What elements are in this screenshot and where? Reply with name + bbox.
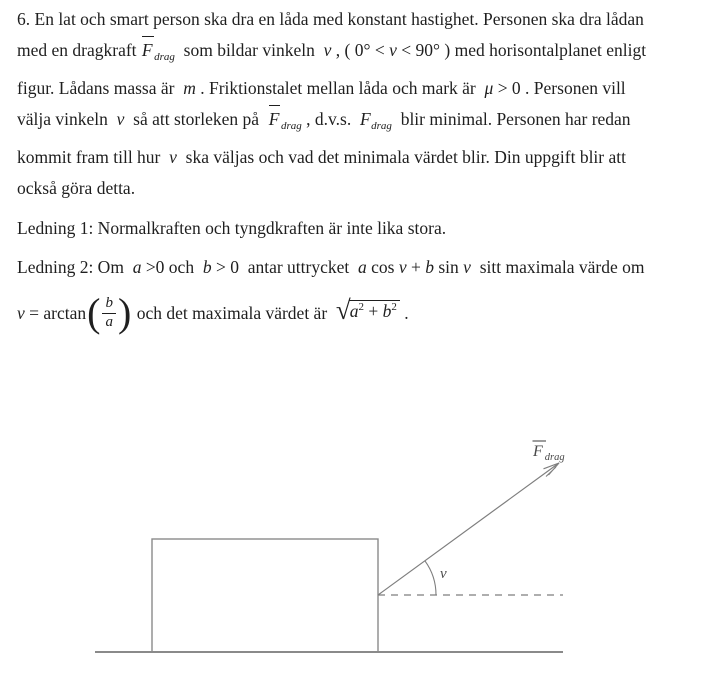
text-segment: Ledning 2: Om [17,257,133,277]
scalar-F-drag [359,109,392,132]
text-segment: , ( 0° < [331,40,390,60]
text-segment: också göra detta. [17,178,136,198]
text-segment: ska väljas och vad det minimala värdet blir. Din uppgift blir att [176,147,626,167]
force-label-sub: drag [544,452,565,463]
radicand [349,300,400,323]
vector-base: F [268,104,281,135]
text-segment: så att storleken på [124,109,268,129]
overbar [269,105,281,106]
variable: μ [484,78,494,98]
variable: a [132,257,142,277]
text-segment: + [363,300,383,321]
text-segment: . Friktionstalet mellan låda och mark är [195,78,485,98]
angle-arc [425,561,436,595]
text-segment: , d.v.s. [301,109,360,129]
big-paren: ) [117,290,132,335]
text-segment: cos [366,257,399,277]
vector-F-drag [141,35,175,73]
big-paren: ( [87,290,101,335]
square-root [335,294,400,327]
text-segment: = arctan [24,302,87,323]
text-segment: > 0 antar uttrycket [211,257,358,277]
variable: v [17,302,25,323]
text-segment: välja vinkeln [17,109,117,129]
variable: a [349,300,359,321]
text-segment: med en dragkraft [17,40,141,60]
text-line [17,35,717,73]
angle-label: v [440,566,447,582]
variable: b [202,257,212,277]
text-segment: figur. Lådans massa är [17,78,184,98]
variable: b [425,257,434,277]
text-segment: Ledning 1: Normalkraften och tyngdkraften är inte lika stora. [17,218,447,238]
problem-statement [17,4,717,204]
text-segment: blir minimal. Personen har redan [391,109,631,129]
variable: a [358,257,367,277]
variable: v [389,40,397,60]
fraction [102,295,116,331]
subscript: drag [371,120,392,132]
subscript: drag [280,120,302,132]
text-line [17,213,717,244]
text-line [17,4,717,35]
text-segment: + [406,257,426,277]
text-segment: . [399,302,409,323]
text-line [17,173,717,204]
variable: F [359,109,371,129]
text-segment: kommit fram till hur [17,147,170,167]
text-segment: sitt maximala värde om [470,257,645,277]
force-arrowhead [544,463,560,477]
variable: b [382,300,392,321]
text-segment: och det maximala värdet är [132,302,336,323]
force-arrow-shaft [378,463,559,595]
hint-2 [17,252,717,283]
text-segment: som bildar vinkeln [174,40,324,60]
radical-sign: √ [335,294,351,325]
superscript: 2 [358,300,364,313]
text-segment: sin [433,257,464,277]
overbar [142,36,154,37]
denominator: a [102,313,116,331]
subscript: drag [154,51,175,63]
text-block [17,4,717,341]
hint-2-formula [17,285,717,341]
text-segment: < 90° ) med horisontalplanet enligt [396,40,647,60]
vector-base: F [141,35,154,66]
hint-1 [17,213,717,244]
figure-diagram [0,420,723,681]
variable: v [398,257,407,277]
text-segment: > 0 . Personen vill [493,78,626,98]
variable: v [323,40,332,60]
box-rect [152,539,378,652]
text-segment: >0 och [141,257,203,277]
text-line [17,252,717,283]
force-label [532,443,565,463]
text-segment: 6. En lat och smart person ska dra en låda med konstant hastighet. Personen ska dra lådan [17,9,644,29]
text-line [17,104,717,142]
variable: m [183,78,196,98]
numerator: b [105,295,113,312]
force-label-base: F [533,443,543,460]
text-line [17,142,717,173]
variable: v [463,257,471,277]
variable: v [116,109,125,129]
superscript: 2 [391,300,397,313]
vector-F-drag [268,104,302,142]
text-line [17,73,717,104]
variable: v [169,147,177,167]
